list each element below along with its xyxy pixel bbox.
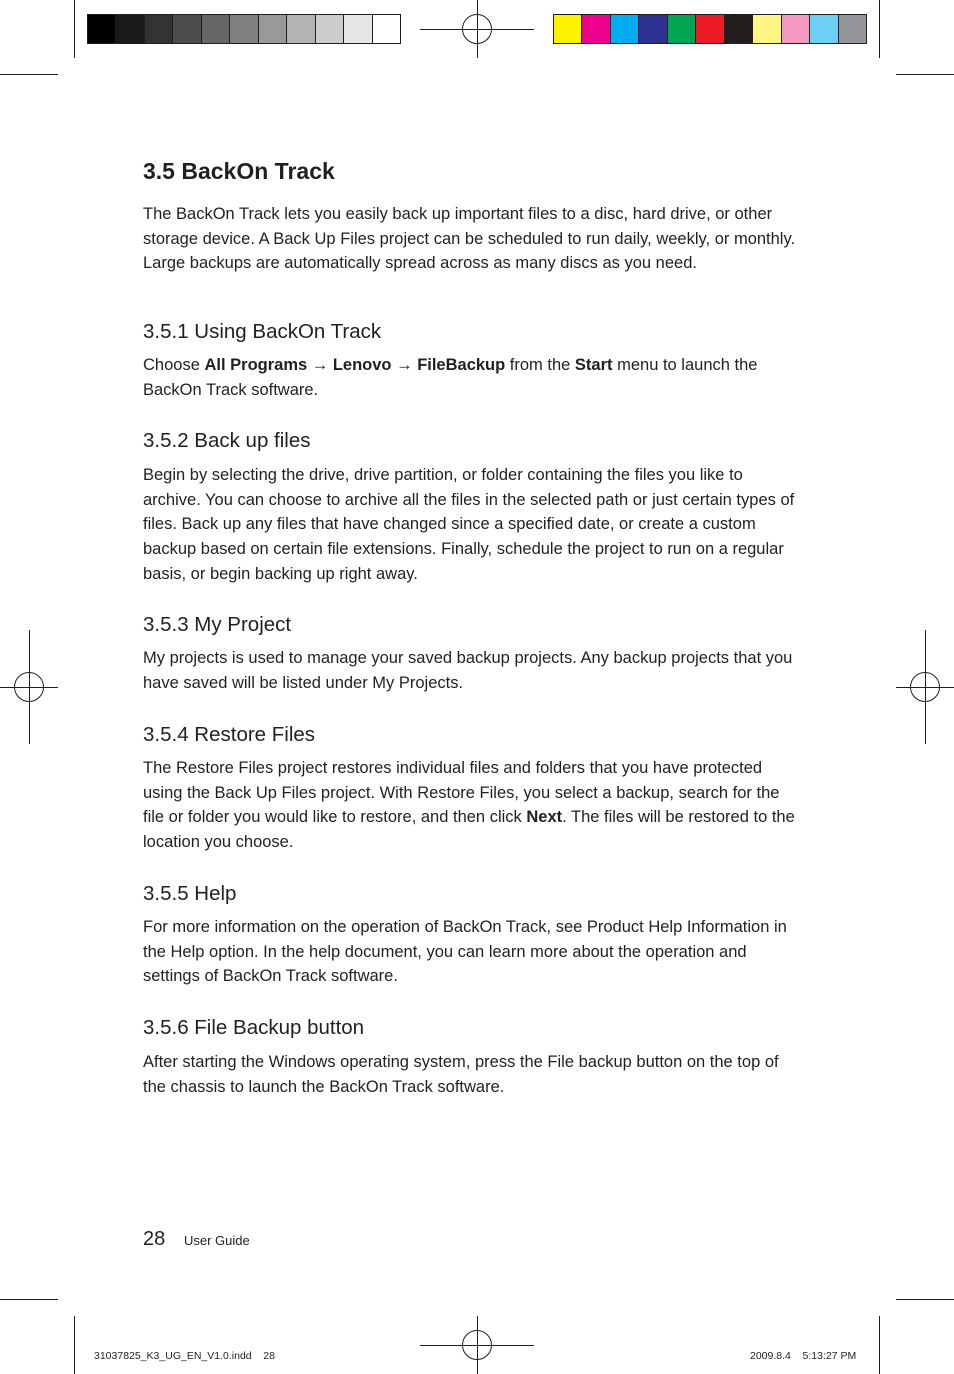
process-color-swatch (554, 15, 582, 43)
paragraph-back-up-files: Begin by selecting the drive, drive partition, or folder containing the files you like to archive. You can choose to archive all the files in the selected path or just certain types of files. Back up any files that have changed since a specified date, or create a custom backup based on certain file extensions. Finally, schedule the project to run on a regular basis, or begin backing up right away. (143, 466, 795, 583)
gray-swatch (116, 15, 144, 43)
gray-swatch (259, 15, 287, 43)
heading-using-backon-track: 3.5.1 Using BackOn Track (143, 320, 382, 343)
heading-help: 3.5.5 Help (143, 882, 237, 905)
process-color-swatch (611, 15, 639, 43)
gray-swatch (173, 15, 201, 43)
process-color-swatch (582, 15, 610, 43)
footer-label: User Guide (184, 1233, 250, 1248)
heading-restore-files: 3.5.4 Restore Files (143, 723, 316, 746)
paragraph-using-backon-track: Choose All Programs → Lenovo → FileBackup from the Start menu to launch the BackOn Track software. (143, 356, 758, 399)
paragraph-file-backup-button: After starting the Windows operating system, press the File backup button on the top of the chassis to launch the BackOn Track software. (143, 1053, 779, 1096)
gray-swatch (230, 15, 258, 43)
paragraph-help: For more information on the operation of BackOn Track, see Product Help Information in the Help option. In the help document, you can learn more about the operation and settings of BackOn Track software. (143, 918, 787, 986)
slug-file-info: 31037825_K3_UG_EN_V1.0.indd 28 (94, 1350, 275, 1362)
process-color-swatch (639, 15, 667, 43)
process-color-swatch (782, 15, 810, 43)
gray-swatch (202, 15, 230, 43)
section-title: 3.5 BackOn Track (143, 158, 335, 184)
process-color-swatch (810, 15, 838, 43)
gray-swatch (373, 15, 400, 43)
paragraph-restore-files: The Restore Files project restores individual files and folders that you have protected using the Back Up Files project. With Restore Files, you select a backup, search for the file or folder you would like to restore, and then click Next. The files will be restored to the location you choose. (143, 759, 795, 852)
paragraph-my-project: My projects is used to manage your saved backup projects. Any backup projects that you have saved will be listed under My Projects. (143, 649, 793, 692)
heading-file-backup-button: 3.5.6 File Backup button (143, 1016, 365, 1039)
gray-swatch (287, 15, 315, 43)
process-color-swatch (753, 15, 781, 43)
slug-date-info: 2009.8.4 5:13:27 PM (750, 1350, 857, 1362)
gray-swatch (344, 15, 372, 43)
page-number: 28 (143, 1228, 166, 1250)
gray-swatch (88, 15, 116, 43)
gray-swatch (145, 15, 173, 43)
heading-my-project: 3.5.3 My Project (143, 613, 292, 636)
process-color-bar (553, 14, 867, 44)
heading-back-up-files: 3.5.2 Back up files (143, 429, 311, 452)
intro-paragraph: The BackOn Track lets you easily back up important files to a disc, hard drive, or other storage device. A Back Up Files project can be scheduled to run daily, weekly, or monthly. Large backups are automatically spread across as many discs as you need. (143, 205, 796, 273)
process-color-swatch (725, 15, 753, 43)
grayscale-color-bar (87, 14, 401, 44)
gray-swatch (316, 15, 344, 43)
process-color-swatch (668, 15, 696, 43)
process-color-swatch (839, 15, 866, 43)
process-color-swatch (696, 15, 724, 43)
